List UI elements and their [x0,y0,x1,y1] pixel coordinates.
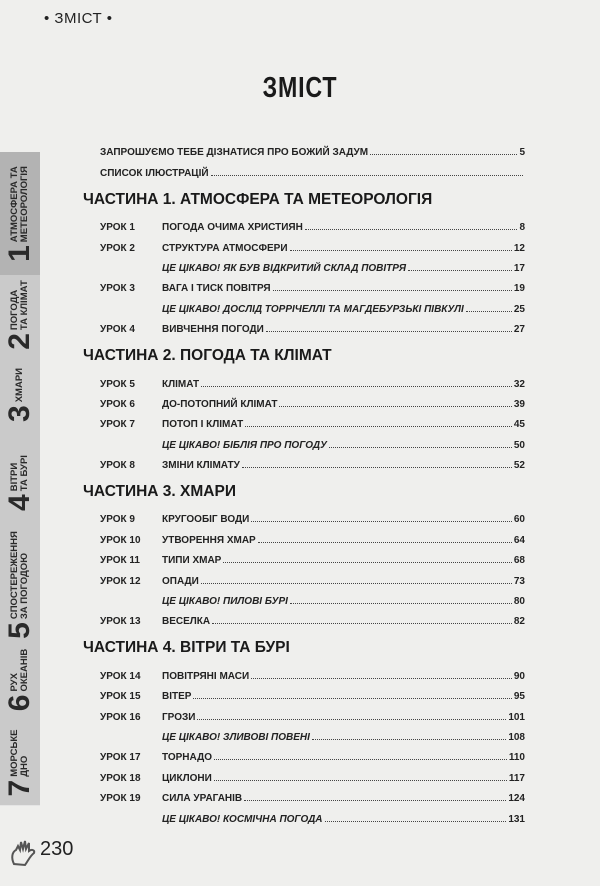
tab-label [15,368,25,402]
entry-title: СПИСОК ІЛЮСТРАЦІЙ [100,167,209,179]
entry-page: 73 [513,575,525,587]
entry-title: КРУГООБІГ ВОДИ [162,514,250,526]
chapter-tab-5[interactable] [0,530,40,641]
dot-leader [273,290,512,291]
toc-entry[interactable] [100,505,525,525]
dot-leader [251,521,512,522]
tab-label-line1: РУХ [9,673,20,692]
tab-label-line2: ТА БУРІ [19,454,30,491]
toc-entry[interactable] [100,451,525,471]
tab-content [5,455,35,511]
toc-entry[interactable] [100,294,525,314]
dot-leader [329,447,512,448]
dot-leader [245,426,512,427]
toc-entry[interactable] [100,587,525,607]
entry-page: 25 [513,303,525,315]
page-title: ЗМІСТ [262,72,338,104]
entry-label: УРОК 17 [100,752,141,764]
tab-label [10,166,30,242]
chapter-tab-7[interactable] [0,720,40,806]
dot-leader [325,821,507,822]
chapter-tabs [0,152,40,805]
entry-label: УРОК 8 [100,460,135,472]
section-heading: ЧАСТИНА 2. ПОГОДА ТА КЛІМАТ [83,347,332,365]
section-heading: ЧАСТИНА 4. ВІТРИ ТА БУРІ [83,639,290,657]
tab-number: 3 [3,405,36,422]
dot-leader [290,603,512,604]
entry-title: ВЕСЕЛКА [162,616,211,628]
table-of-contents [83,138,525,825]
entry-title: КЛІМАТ [162,378,200,390]
dot-leader [290,250,512,251]
tab-label-line1: СПОСТЕРЕЖЕННЯ [9,531,20,620]
toc-entry[interactable] [100,390,525,410]
entry-page: 27 [513,324,525,336]
tab-label [10,455,30,491]
toc-entry[interactable] [100,213,525,233]
tab-label-line1: ВІТРИ [9,462,20,491]
entry-title: ЦЕ ЦІКАВО! КОСМІЧНА ПОГОДА [162,813,323,825]
dot-leader [201,386,512,387]
entry-page: 110 [508,752,525,764]
tab-number: 5 [3,622,36,639]
dot-leader [251,678,512,679]
toc-entry[interactable] [100,702,525,722]
entry-page: 60 [513,514,525,526]
toc-entry[interactable] [100,410,525,430]
tab-label-line1: АТМОСФЕРА ТА [9,165,20,242]
dot-leader [408,270,512,271]
entry-title: ТИПИ ХМАР [162,555,222,567]
entry-title: ВІТЕР [162,691,192,703]
dot-leader [197,719,506,720]
entry-title: ЦЕ ЦІКАВО! БІБЛІЯ ПРО ПОГОДУ [162,439,327,451]
entry-label: УРОК 11 [100,555,140,567]
entry-title: ОПАДИ [162,575,199,587]
toc-entry[interactable] [100,784,525,804]
tab-label-line2: МЕТЕОРОЛОГІЯ [19,165,30,242]
entry-label: УРОК 10 [100,534,141,546]
tab-content [5,729,35,796]
dot-leader [258,542,512,543]
entry-label: УРОК 15 [100,691,141,703]
entry-label: УРОК 14 [100,670,141,682]
toc-entry[interactable] [100,158,525,178]
entry-label: УРОК 6 [100,398,135,410]
entry-title: ЦИКЛОНИ [162,772,212,784]
entry-label: УРОК 19 [100,793,141,805]
tab-content [5,649,35,711]
entry-page: 50 [513,439,525,451]
entry-title: ЦЕ ЦІКАВО! ЗЛИВОВІ ПОВЕНІ [162,731,310,743]
entry-title: ПОТОП І КЛІМАТ [162,419,244,431]
entry-page: 5 [519,147,525,159]
entry-title: ВИВЧЕННЯ ПОГОДИ [162,324,264,336]
entry-label: УРОК 12 [100,575,141,587]
dot-leader [466,311,512,312]
tab-number: 2 [3,333,36,350]
entry-label: УРОК 1 [100,222,135,234]
chapter-tab-2[interactable] [0,275,40,356]
entry-title: ЗАПРОШУЄМО ТЕБЕ ДІЗНАТИСЯ ПРО БОЖИЙ ЗАДУМ [100,147,369,159]
entry-page: 45 [513,419,525,431]
chapter-tab-4[interactable] [0,435,40,531]
dot-leader [214,780,507,781]
dot-leader [312,739,506,740]
entry-title: ДО-ПОТОПНИЙ КЛІМАТ [162,398,278,410]
section-heading: ЧАСТИНА 1. АТМОСФЕРА ТА МЕТЕОРОЛОГІЯ [83,190,433,208]
entry-page: 39 [513,398,525,410]
entry-page: 12 [513,242,525,254]
dot-leader [223,562,512,563]
tab-label-line2: ОКЕАНІВ [19,648,30,692]
entry-page: 101 [508,711,525,723]
tab-label-line2: ДНО [19,755,30,777]
entry-label: УРОК 13 [100,616,141,628]
toc-entry[interactable] [100,661,525,681]
toc-entry[interactable] [100,743,525,763]
entry-title: ПОВІТРЯНІ МАСИ [162,670,250,682]
tab-label-line1: ХМАРИ [14,368,25,403]
dot-leader [214,759,507,760]
entry-title: ВАГА І ТИСК ПОВІТРЯ [162,283,271,295]
tab-label-line1: МОРСЬКЕ [9,729,20,777]
page-number: 230 [40,838,74,860]
tab-label [10,280,30,330]
toc-entry[interactable] [100,369,525,389]
entry-page: 80 [513,596,525,608]
dot-leader [211,175,523,176]
running-head: • ЗМІСТ • [44,10,113,27]
entry-label: УРОК 2 [100,242,135,254]
toc-entry[interactable] [100,315,525,335]
tab-label-line1: ПОГОДА [9,289,20,331]
entry-page: 124 [508,793,525,805]
entry-label: УРОК 5 [100,378,135,390]
dot-leader [242,467,512,468]
entry-page: 117 [508,772,525,784]
dot-leader [370,154,517,155]
tab-number: 7 [3,779,36,796]
entry-title: ПОГОДА ОЧИМА ХРИСТИЯН [162,222,303,234]
section-heading: ЧАСТИНА 3. ХМАРИ [83,483,236,501]
entry-title: СТРУКТУРА АТМОСФЕРИ [162,242,288,254]
entry-page: 17 [513,262,525,274]
entry-page: 108 [508,731,525,743]
handprint-icon [8,834,38,868]
tab-number: 1 [3,244,36,262]
toc-entry[interactable] [100,763,525,783]
tab-content [5,531,35,639]
toc-entry[interactable] [100,430,525,450]
entry-page: 131 [508,813,525,825]
toc-entry[interactable] [100,804,525,824]
dot-leader [212,623,512,624]
tab-label [10,531,30,619]
toc-entry[interactable] [100,723,525,743]
tab-number: 4 [3,493,36,511]
tab-label [10,649,30,692]
entry-label: УРОК 18 [100,772,141,784]
toc-entry[interactable] [100,274,525,294]
tab-content [5,166,35,262]
tab-content [5,368,35,422]
entry-page: 19 [513,283,525,295]
dot-leader [244,800,506,801]
entry-title: ЗМІНИ КЛІМАТУ [162,460,240,472]
chapter-tab-6[interactable] [0,640,40,721]
entry-page: 90 [513,670,525,682]
dot-leader [305,229,518,230]
entry-label: УРОК 4 [100,324,135,336]
toc-entry[interactable] [100,682,525,702]
entry-page: 8 [519,222,525,234]
dot-leader [266,331,512,332]
entry-page: 95 [513,691,525,703]
toc-entry[interactable] [100,546,525,566]
entry-title: СИЛА УРАГАНІВ [162,793,243,805]
toc-entry[interactable] [100,525,525,545]
entry-title: ЦЕ ЦІКАВО! ДОСЛІД ТОРРІЧЕЛЛІ ТА МАГДЕБУРЗЬКІ ПІВКУЛІ [162,303,464,315]
dot-leader [279,406,511,407]
toc-entry[interactable] [100,607,525,627]
tab-label [10,729,30,776]
entry-page: 64 [513,534,525,546]
toc-entry[interactable] [100,233,525,253]
dot-leader [201,583,512,584]
entry-label: УРОК 9 [100,514,135,526]
chapter-tab-1[interactable] [0,152,40,276]
chapter-tab-3[interactable] [0,355,40,436]
entry-page: 82 [513,616,525,628]
toc-entry[interactable] [100,566,525,586]
dot-leader [193,698,511,699]
toc-entry[interactable] [100,254,525,274]
entry-title: ТОРНАДО [162,752,213,764]
tab-content [5,280,35,350]
entry-page: 52 [513,460,525,472]
entry-title: ЦЕ ЦІКАВО! ПИЛОВІ БУРІ [162,596,288,608]
tab-number: 6 [3,694,36,712]
entry-page: 32 [513,378,525,390]
entry-title: ГРОЗИ [162,711,196,723]
entry-label: УРОК 16 [100,711,141,723]
entry-page: 68 [513,555,525,567]
entry-label: УРОК 7 [100,419,135,431]
entry-title: УТВОРЕННЯ ХМАР [162,534,256,546]
toc-entry[interactable] [100,138,525,158]
tab-label-line2: ТА КЛІМАТ [19,280,30,331]
entry-title: ЦЕ ЦІКАВО! ЯК БУВ ВІДКРИТИЙ СКЛАД ПОВІТРЯ [162,262,406,274]
entry-label: УРОК 3 [100,283,135,295]
tab-label-line2: ЗА ПОГОДОЮ [19,553,30,620]
